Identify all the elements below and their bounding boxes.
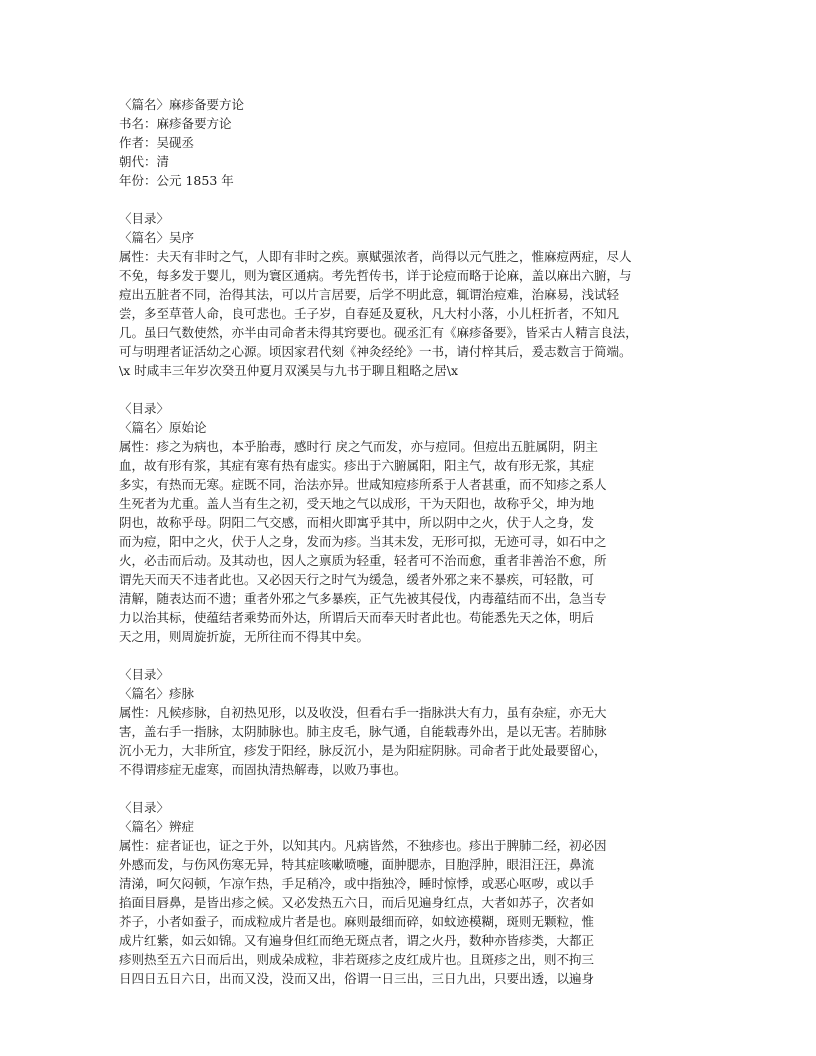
section-title: 〈篇名〉吴序 bbox=[119, 230, 195, 245]
text-line: \x 时咸丰三年岁次癸丑仲夏月双溪吴与九书于聊且粗略之居\x bbox=[119, 363, 458, 378]
author: 作者：吴砚丞 bbox=[119, 135, 195, 150]
text-line: 血，故有形有浆，其症有寒有热有虚实。疹出于六腑属阳，阳主气，故有形无浆，其症 bbox=[119, 458, 595, 473]
toc-label: 〈目录〉 bbox=[119, 667, 170, 682]
text-line: 成片红紫，如云如锦。又有遍身但红而绝无斑点者，谓之火丹，数种亦皆疹类，大都正 bbox=[119, 933, 595, 948]
text-line: 掐面目唇鼻，是皆出疹之候。又必发热五六日，而后见遍身红点，大者如苏子，次者如 bbox=[119, 895, 595, 910]
spacer bbox=[119, 380, 709, 399]
text-line: 多实，有热而无寒。症既不同，治法亦异。世咸知痘疹所系于人者甚重，而不知疹之系人 bbox=[119, 477, 607, 492]
section-wu-preface bbox=[119, 209, 709, 380]
section-title: 〈篇名〉原始论 bbox=[119, 420, 207, 435]
text-line: 不得谓疹症无虚寒，而固执清热解毒，以败乃事也。 bbox=[119, 762, 407, 777]
text-line: 阴也，故称乎母。阴阳二气交感，而相火即寓乎其中，所以阴中之火，伏于人之身，发 bbox=[119, 515, 595, 530]
dynasty: 朝代：清 bbox=[119, 154, 170, 169]
spacer bbox=[119, 190, 709, 209]
document-page bbox=[119, 95, 709, 988]
piece-title: 〈篇名〉麻疹备要方论 bbox=[119, 97, 245, 112]
toc-label: 〈目录〉 bbox=[119, 211, 170, 226]
book-name: 书名：麻疹备要方论 bbox=[119, 116, 232, 131]
text-line: 谓先天而天不违者此也。又必因天行之时气为缓急，缓者外邪之来不暴疾，可轻散，可 bbox=[119, 572, 595, 587]
text-line: 痘出五脏者不同，治得其法，可以片言居要，后学不明此意，辄谓治痘难，治麻易，浅试轻 bbox=[119, 287, 620, 302]
text-line: 芥子，小者如蚕子，而成粒成片者是也。麻则最细而碎，如蚊迹模糊，斑则无颗粒，惟 bbox=[119, 914, 595, 929]
text-line: 生死者为尤重。盖人当有生之初，受天地之气以成形，干为天阳也，故称乎父，坤为地 bbox=[119, 496, 595, 511]
toc-label: 〈目录〉 bbox=[119, 401, 170, 416]
spacer bbox=[119, 779, 709, 798]
section-rash-pulse bbox=[119, 665, 709, 779]
text-line: 几。虽曰气数使然，亦半由司命者未得其窍要也。砚丞汇有《麻疹备要》，皆采古人精言良法， bbox=[119, 325, 638, 340]
text-line: 天之用，则周旋折旋，无所往而不得其中矣。 bbox=[119, 629, 370, 644]
text-line: 沉小无力，大非所宜，疹发于阳经，脉反沉小，是为阳症阴脉。司命者于此处最要留心， bbox=[119, 743, 607, 758]
text-line: 清解，随表达而不遗；重者外邪之气多暴疾，正气先被其侵伐，内毒蕴结而不出，急当专 bbox=[119, 591, 607, 606]
text-line: 属性：夫天有非时之气，人即有非时之疾。禀赋强浓者，尚得以元气胜之，惟麻痘两症，尽人 bbox=[119, 249, 632, 264]
text-line: 清涕，呵欠闷顿，乍凉乍热，手足稍冷，或中指独冷，睡时惊悸，或恶心呕哕，或以手 bbox=[119, 876, 595, 891]
text-line: 害，盖右手一指脉，太阴肺脉也。肺主皮毛，脉气通，自能载毒外出，是以无害。若肺脉 bbox=[119, 724, 607, 739]
toc-label: 〈目录〉 bbox=[119, 800, 170, 815]
section-differentiation bbox=[119, 798, 709, 988]
text-line: 尝，多至草菅人命，良可悲也。壬子岁，自春延及夏秋，凡大村小落，小儿枉折者，不知凡 bbox=[119, 306, 620, 321]
spacer bbox=[119, 646, 709, 665]
text-line: 日四日五日六日，出而又没，没而又出，俗谓一日三出，三日九出，只要出透，以遍身 bbox=[119, 971, 595, 986]
text-line: 属性：疹之为病也，本乎胎毒，感时行 戾之气而发，亦与痘同。但痘出五脏属阴，阴主 bbox=[119, 439, 598, 454]
text-line: 火，必击而后动。及其动也，因人之禀质为轻重，轻者可不治而愈，重者非善治不愈，所 bbox=[119, 553, 607, 568]
text-line: 属性：症者证也，证之于外，以知其内。凡病皆然，不独疹也。疹出于脾肺二经，初必因 bbox=[119, 838, 607, 853]
section-origin bbox=[119, 399, 709, 646]
text-line: 而为痘，阳中之火，伏于人之身，发而为疹。当其未发，无形可拟，无迹可寻，如石中之 bbox=[119, 534, 607, 549]
year: 年份：公元 1853 年 bbox=[119, 173, 234, 188]
text-line: 属性：凡候疹脉，自初热见形，以及收没，但看右手一指脉洪大有力，虽有杂症，亦无大 bbox=[119, 705, 607, 720]
text-line: 力以治其标，使蕴结者乘势而外达，所谓后天而奉天时者此也。苟能悉先天之体，明后 bbox=[119, 610, 595, 625]
section-title: 〈篇名〉辨症 bbox=[119, 819, 195, 834]
text-line: 可与明理者证活幼之心源。顷因家君代刻《神灸经纶》一书，请付梓其后，爰志数言于简端。 bbox=[119, 344, 632, 359]
text-line: 外感而发，与伤风伤寒无异，特其症咳嗽喷嚏，面肿腮赤，目胞浮肿，眼泪汪汪，鼻流 bbox=[119, 857, 595, 872]
text-line: 不免，每多发于婴儿，则为寰区通病。考先哲传书，详于论痘而略于论麻，盖以麻出六腑，与 bbox=[119, 268, 632, 283]
section-title: 〈篇名〉疹脉 bbox=[119, 686, 195, 701]
text-line: 疹则热至五六日而后出，则成朵成粒，非若斑疹之皮红成片也。且斑疹之出，则不拘三 bbox=[119, 952, 595, 967]
